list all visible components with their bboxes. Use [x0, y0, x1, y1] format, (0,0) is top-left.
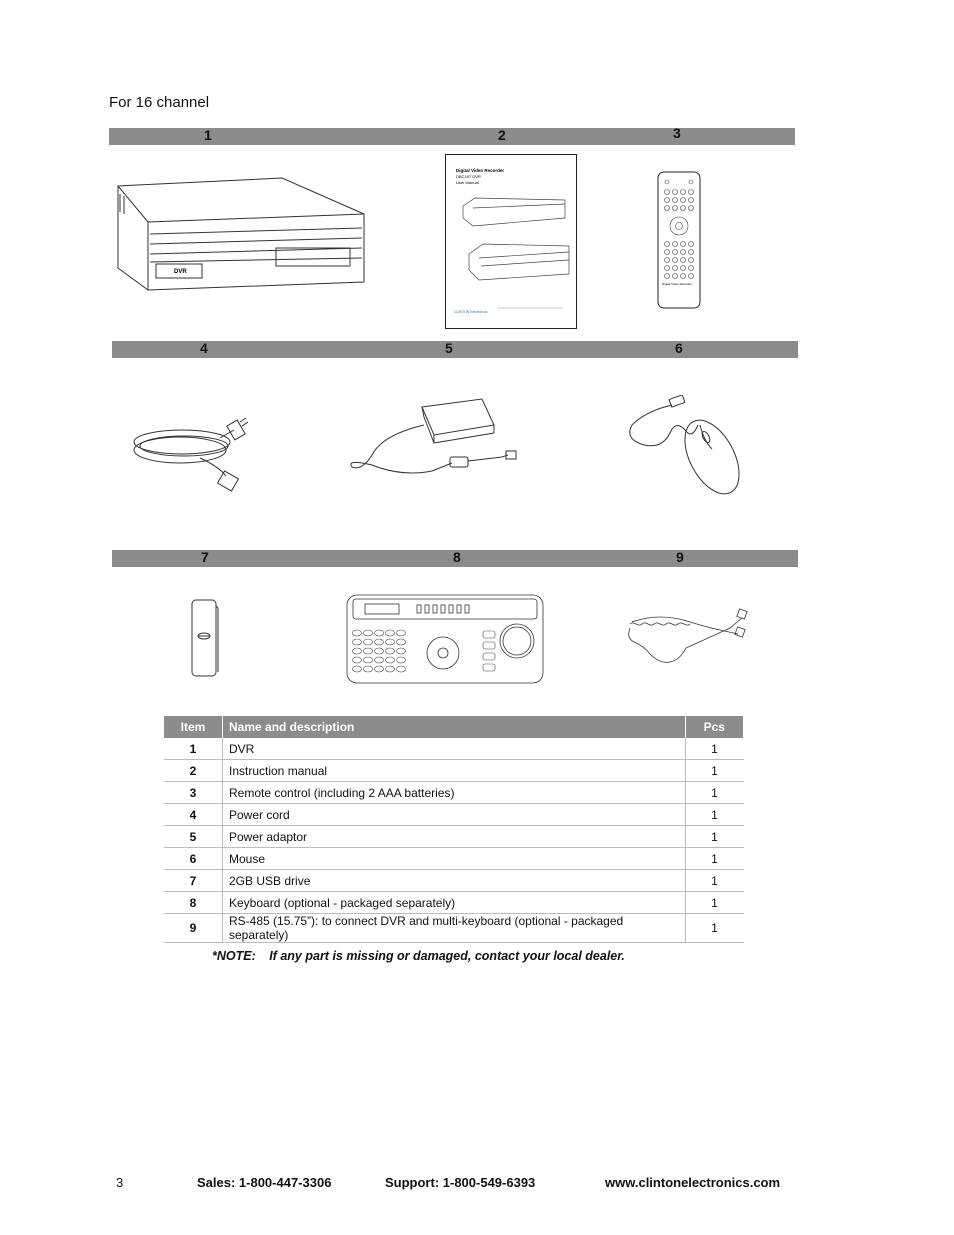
item-cell: 8	[164, 892, 223, 914]
pcs-cell: 1	[685, 892, 744, 914]
pcs-cell: 1	[685, 848, 744, 870]
table-header-row	[164, 716, 744, 738]
manual-subtitle: DBC16T DVR	[456, 174, 481, 179]
parts-table	[164, 716, 744, 943]
name-cell: Mouse	[223, 848, 686, 870]
name-cell: Power cord	[223, 804, 686, 826]
item-cell: 7	[164, 870, 223, 892]
pcs-cell: 1	[685, 826, 744, 848]
item-number: 9	[676, 549, 684, 565]
manual-title: Digital Video Recorder	[456, 168, 505, 173]
name-cell: DVR	[223, 738, 686, 760]
manual-brand: CLINTON Electronics	[454, 310, 488, 314]
name-cell: Power adaptor	[223, 826, 686, 848]
name-cell: Instruction manual	[223, 760, 686, 782]
remote-label: Digital Video Recorder	[662, 282, 692, 286]
table-row	[164, 914, 744, 943]
usb-drive-image	[190, 598, 220, 678]
pcs-cell: 1	[685, 782, 744, 804]
item-cell: 5	[164, 826, 223, 848]
name-cell: RS-485 (15.75”): to connect DVR and multi-keyboard (optional - packaged separately)	[223, 914, 686, 943]
header-pcs: Pcs	[685, 716, 744, 738]
name-cell: 2GB USB drive	[223, 870, 686, 892]
footer-support: Support: 1-800-549-6393	[385, 1175, 536, 1190]
header-item: Item	[164, 716, 223, 738]
table-row	[164, 782, 744, 804]
pcs-cell: 1	[685, 738, 744, 760]
table-row	[164, 870, 744, 892]
table-row	[164, 892, 744, 914]
item-cell: 4	[164, 804, 223, 826]
note-label: *NOTE:	[212, 949, 256, 963]
keyboard-image	[345, 593, 545, 685]
page-heading: For 16 channel	[109, 94, 210, 111]
item-cell: 2	[164, 760, 223, 782]
footer-sales: Sales: 1-800-447-3306	[197, 1175, 332, 1190]
pcs-cell: 1	[685, 914, 744, 943]
table-row	[164, 760, 744, 782]
note	[212, 949, 625, 963]
manual-doc: User Manual	[456, 180, 479, 185]
item-number: 5	[445, 340, 453, 356]
item-number: 4	[200, 340, 208, 356]
name-cell: Keyboard (optional - packaged separately)	[223, 892, 686, 914]
rs485-cable-image	[620, 598, 752, 670]
header-name: Name and description	[223, 716, 686, 738]
item-number: 8	[453, 549, 461, 565]
item-number: 2	[498, 127, 506, 143]
table-row	[164, 826, 744, 848]
item-cell: 9	[164, 914, 223, 943]
item-cell: 3	[164, 782, 223, 804]
note-text: If any part is missing or damaged, contact your local dealer.	[269, 949, 625, 963]
section-bar-1	[109, 125, 795, 145]
pcs-cell: 1	[685, 870, 744, 892]
section-bar-3	[112, 550, 798, 567]
table-row	[164, 804, 744, 826]
manual-image	[445, 154, 577, 329]
table-row	[164, 738, 744, 760]
footer-website: www.clintonelectronics.com	[605, 1175, 781, 1190]
item-cell: 1	[164, 738, 223, 760]
power-cord-image	[130, 410, 248, 496]
page-number: 3	[116, 1175, 124, 1190]
mouse-image	[626, 395, 746, 503]
dvr-image	[112, 172, 370, 294]
table-row	[164, 848, 744, 870]
pcs-cell: 1	[685, 760, 744, 782]
name-cell: Remote control (including 2 AAA batteries)	[223, 782, 686, 804]
item-number: 3	[673, 125, 681, 141]
section-bar-2	[112, 341, 798, 358]
item-cell: 6	[164, 848, 223, 870]
remote-image	[656, 170, 702, 310]
pcs-cell: 1	[685, 804, 744, 826]
dvr-label: DVR	[174, 269, 187, 275]
power-adaptor-image	[342, 395, 520, 487]
item-number: 7	[201, 549, 209, 565]
item-number: 1	[204, 127, 212, 143]
item-number: 6	[675, 340, 683, 356]
